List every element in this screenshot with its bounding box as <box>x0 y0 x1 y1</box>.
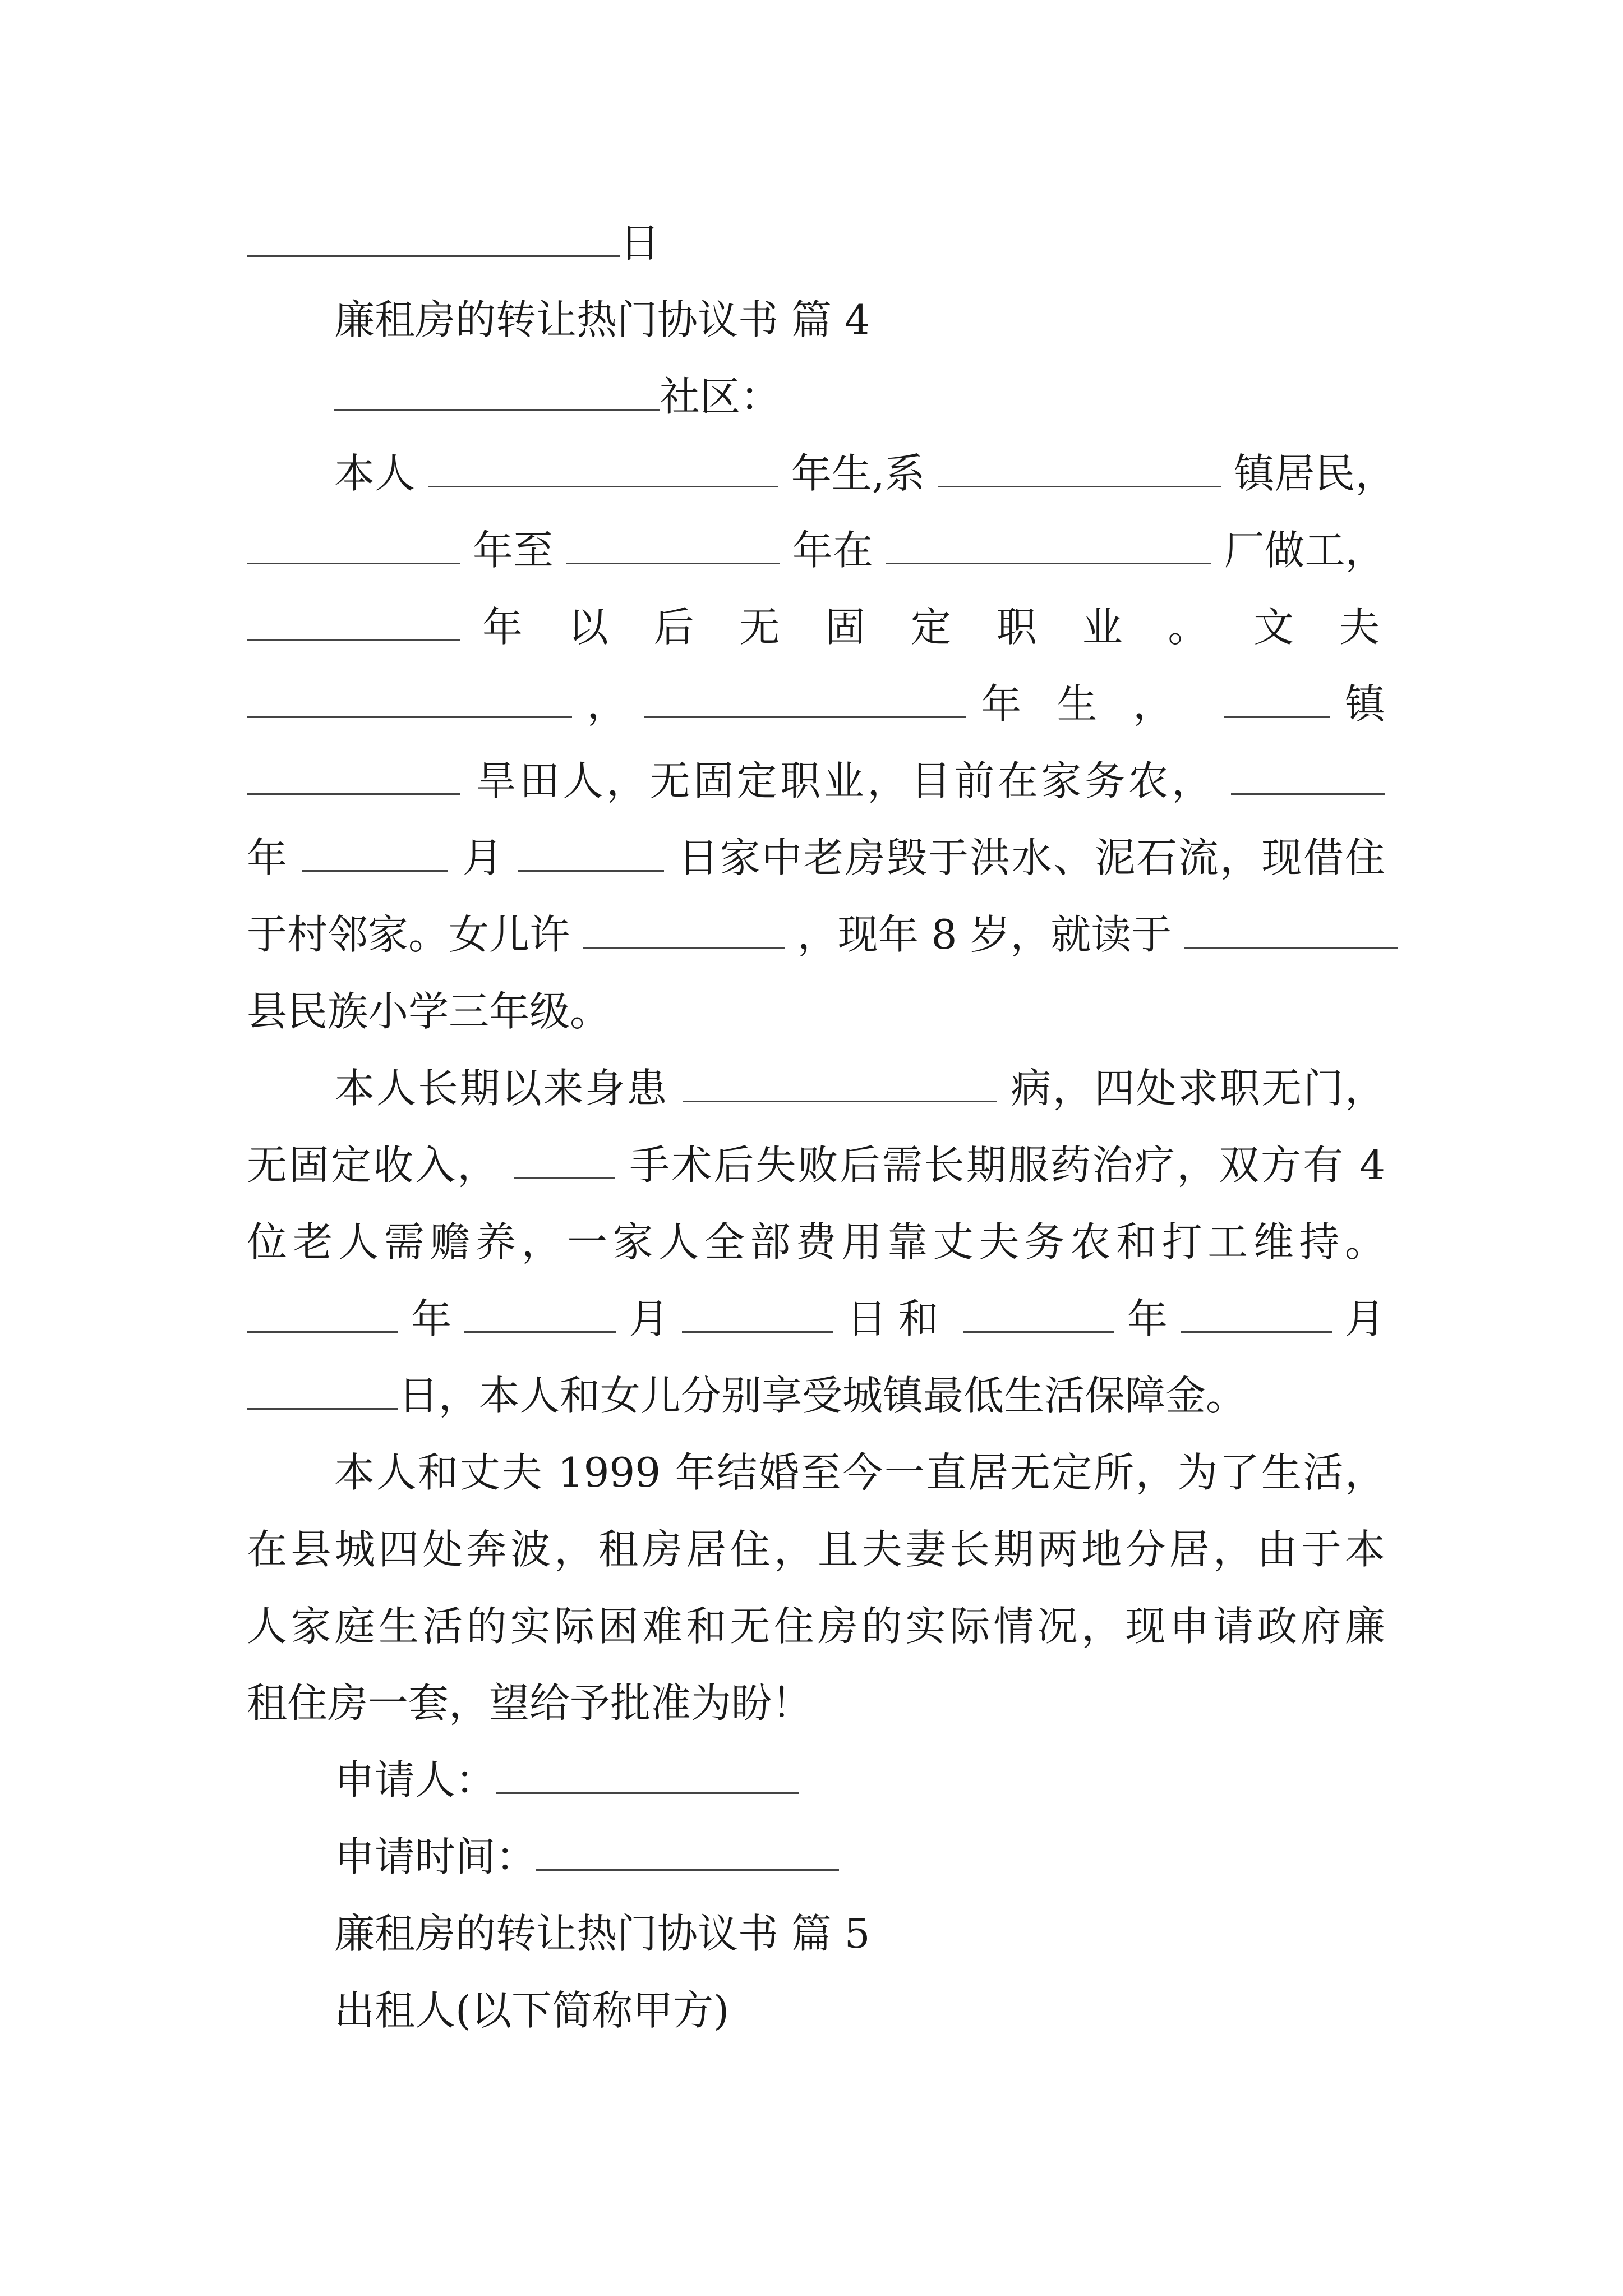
fill-blank <box>683 1062 997 1102</box>
text-segment: 年至 <box>472 527 554 574</box>
application-date-blank <box>536 1831 839 1871</box>
text-segment: 本人 <box>334 450 416 497</box>
text-segment: 租住房一套，望给予批准为盼！ <box>247 1680 813 1727</box>
text-segment: 日家中老房毁于洪水、泥石流，现借住 <box>678 834 1385 881</box>
fill-blank <box>1181 1293 1332 1333</box>
text-line <box>247 973 1385 1050</box>
fill-blank <box>963 1293 1114 1333</box>
text-segment: 无固定收入， <box>247 1142 500 1189</box>
fill-blank <box>334 371 660 411</box>
text-line <box>247 1050 1385 1127</box>
text-segment: 日，本人和女儿分别享受城镇最低生活保障金。 <box>398 1372 1247 1419</box>
applicant-line <box>247 1742 1385 1819</box>
applicant-label: 申请人： <box>334 1756 496 1803</box>
fill-blank <box>247 678 572 718</box>
fill-blank <box>644 678 966 718</box>
fill-blank <box>247 1370 398 1410</box>
fill-blank <box>247 601 460 641</box>
fill-blank <box>518 832 664 872</box>
text-line <box>247 589 1385 666</box>
text-segment: 在县城四处奔波，租房居住，且夫妻长期两地分居，由于本 <box>247 1526 1385 1573</box>
text-line <box>247 743 1385 820</box>
text-segment: 月 <box>462 834 504 881</box>
section-heading <box>247 1895 1385 1972</box>
fill-blank <box>247 755 460 795</box>
fill-blank <box>682 1293 833 1333</box>
text-segment: 年 <box>411 1295 452 1342</box>
fill-blank <box>247 217 620 257</box>
application-date-line <box>247 1819 1385 1895</box>
text-segment: 年 <box>247 834 289 881</box>
text-segment: 年以后无固定职业。文夫 <box>482 604 1380 651</box>
text-line <box>247 435 1396 512</box>
text-segment: 人家庭生活的实际困难和无住房的实际情况，现申请政府廉 <box>247 1603 1385 1650</box>
fill-blank <box>247 524 460 564</box>
text-line <box>247 1204 1385 1281</box>
fill-blank <box>247 1293 398 1333</box>
fill-blank <box>428 448 778 487</box>
text-segment: 本人和丈夫 1999 年结婚至今一直居无定所，为了生活， <box>334 1449 1385 1496</box>
text-segment: 病，四处求职无门， <box>1011 1065 1385 1112</box>
application-date-label: 申请时间： <box>334 1833 537 1880</box>
section-heading <box>247 282 1385 358</box>
text-segment: 本人长期以来身患 <box>334 1065 668 1112</box>
text-segment: 日 <box>620 219 661 266</box>
text-segment: 于村邻家。女儿许 <box>247 911 570 958</box>
applicant-blank <box>496 1754 799 1794</box>
text-segment: 廉租房的转让热门协议书 篇 4 <box>334 296 870 343</box>
text-segment: 年 <box>1127 1295 1168 1342</box>
text-line <box>247 1972 1385 2049</box>
fill-blank <box>886 524 1211 564</box>
fill-blank <box>1184 909 1398 949</box>
text-segment: 县民族小学三年级。 <box>247 988 611 1035</box>
text-segment: 手术后失败后需长期服药治疗，双方有 4 <box>629 1142 1385 1189</box>
text-line <box>247 1665 1385 1742</box>
text-line <box>247 896 1385 973</box>
text-line <box>247 358 1385 435</box>
fill-blank <box>938 448 1221 487</box>
text-segment: 厂做工， <box>1224 527 1386 574</box>
text-line <box>247 820 1385 896</box>
fill-blank <box>1231 755 1385 795</box>
text-segment: 出租人(以下简称甲方) <box>334 1987 730 2034</box>
text-line <box>247 205 1385 282</box>
text-segment: 年生， <box>981 680 1209 728</box>
text-segment: ，现年 8 岁，就读于 <box>797 911 1172 958</box>
fill-blank <box>302 832 448 872</box>
text-segment: 镇 <box>1344 680 1385 728</box>
text-line <box>247 1281 1385 1358</box>
fill-blank <box>1224 678 1330 718</box>
text-segment: ， <box>587 680 629 728</box>
text-segment: 位老人需赡养，一家人全部费用靠丈夫务农和打工维持。 <box>247 1218 1385 1266</box>
text-segment: 年生,系 <box>791 450 925 497</box>
text-line <box>247 1127 1385 1204</box>
text-segment: 日和 <box>846 1295 950 1342</box>
text-line <box>247 1358 1385 1434</box>
text-line <box>247 1511 1385 1588</box>
text-segment: 社区： <box>660 373 781 420</box>
text-segment: 镇居民， <box>1234 450 1396 497</box>
text-segment: 年在 <box>792 527 873 574</box>
text-line <box>247 512 1385 589</box>
text-line <box>247 1588 1385 1665</box>
fill-blank <box>583 909 785 949</box>
text-line <box>247 1434 1385 1511</box>
text-segment: 旱田人，无固定职业，目前在家务农， <box>476 757 1215 804</box>
fill-blank <box>514 1139 615 1179</box>
text-line <box>247 666 1385 743</box>
fill-blank <box>464 1293 616 1333</box>
text-segment: 廉租房的转让热门协议书 篇 5 <box>334 1910 870 1957</box>
text-segment: 月 <box>1344 1295 1385 1342</box>
text-segment: 月 <box>629 1295 670 1342</box>
fill-blank <box>566 524 780 564</box>
